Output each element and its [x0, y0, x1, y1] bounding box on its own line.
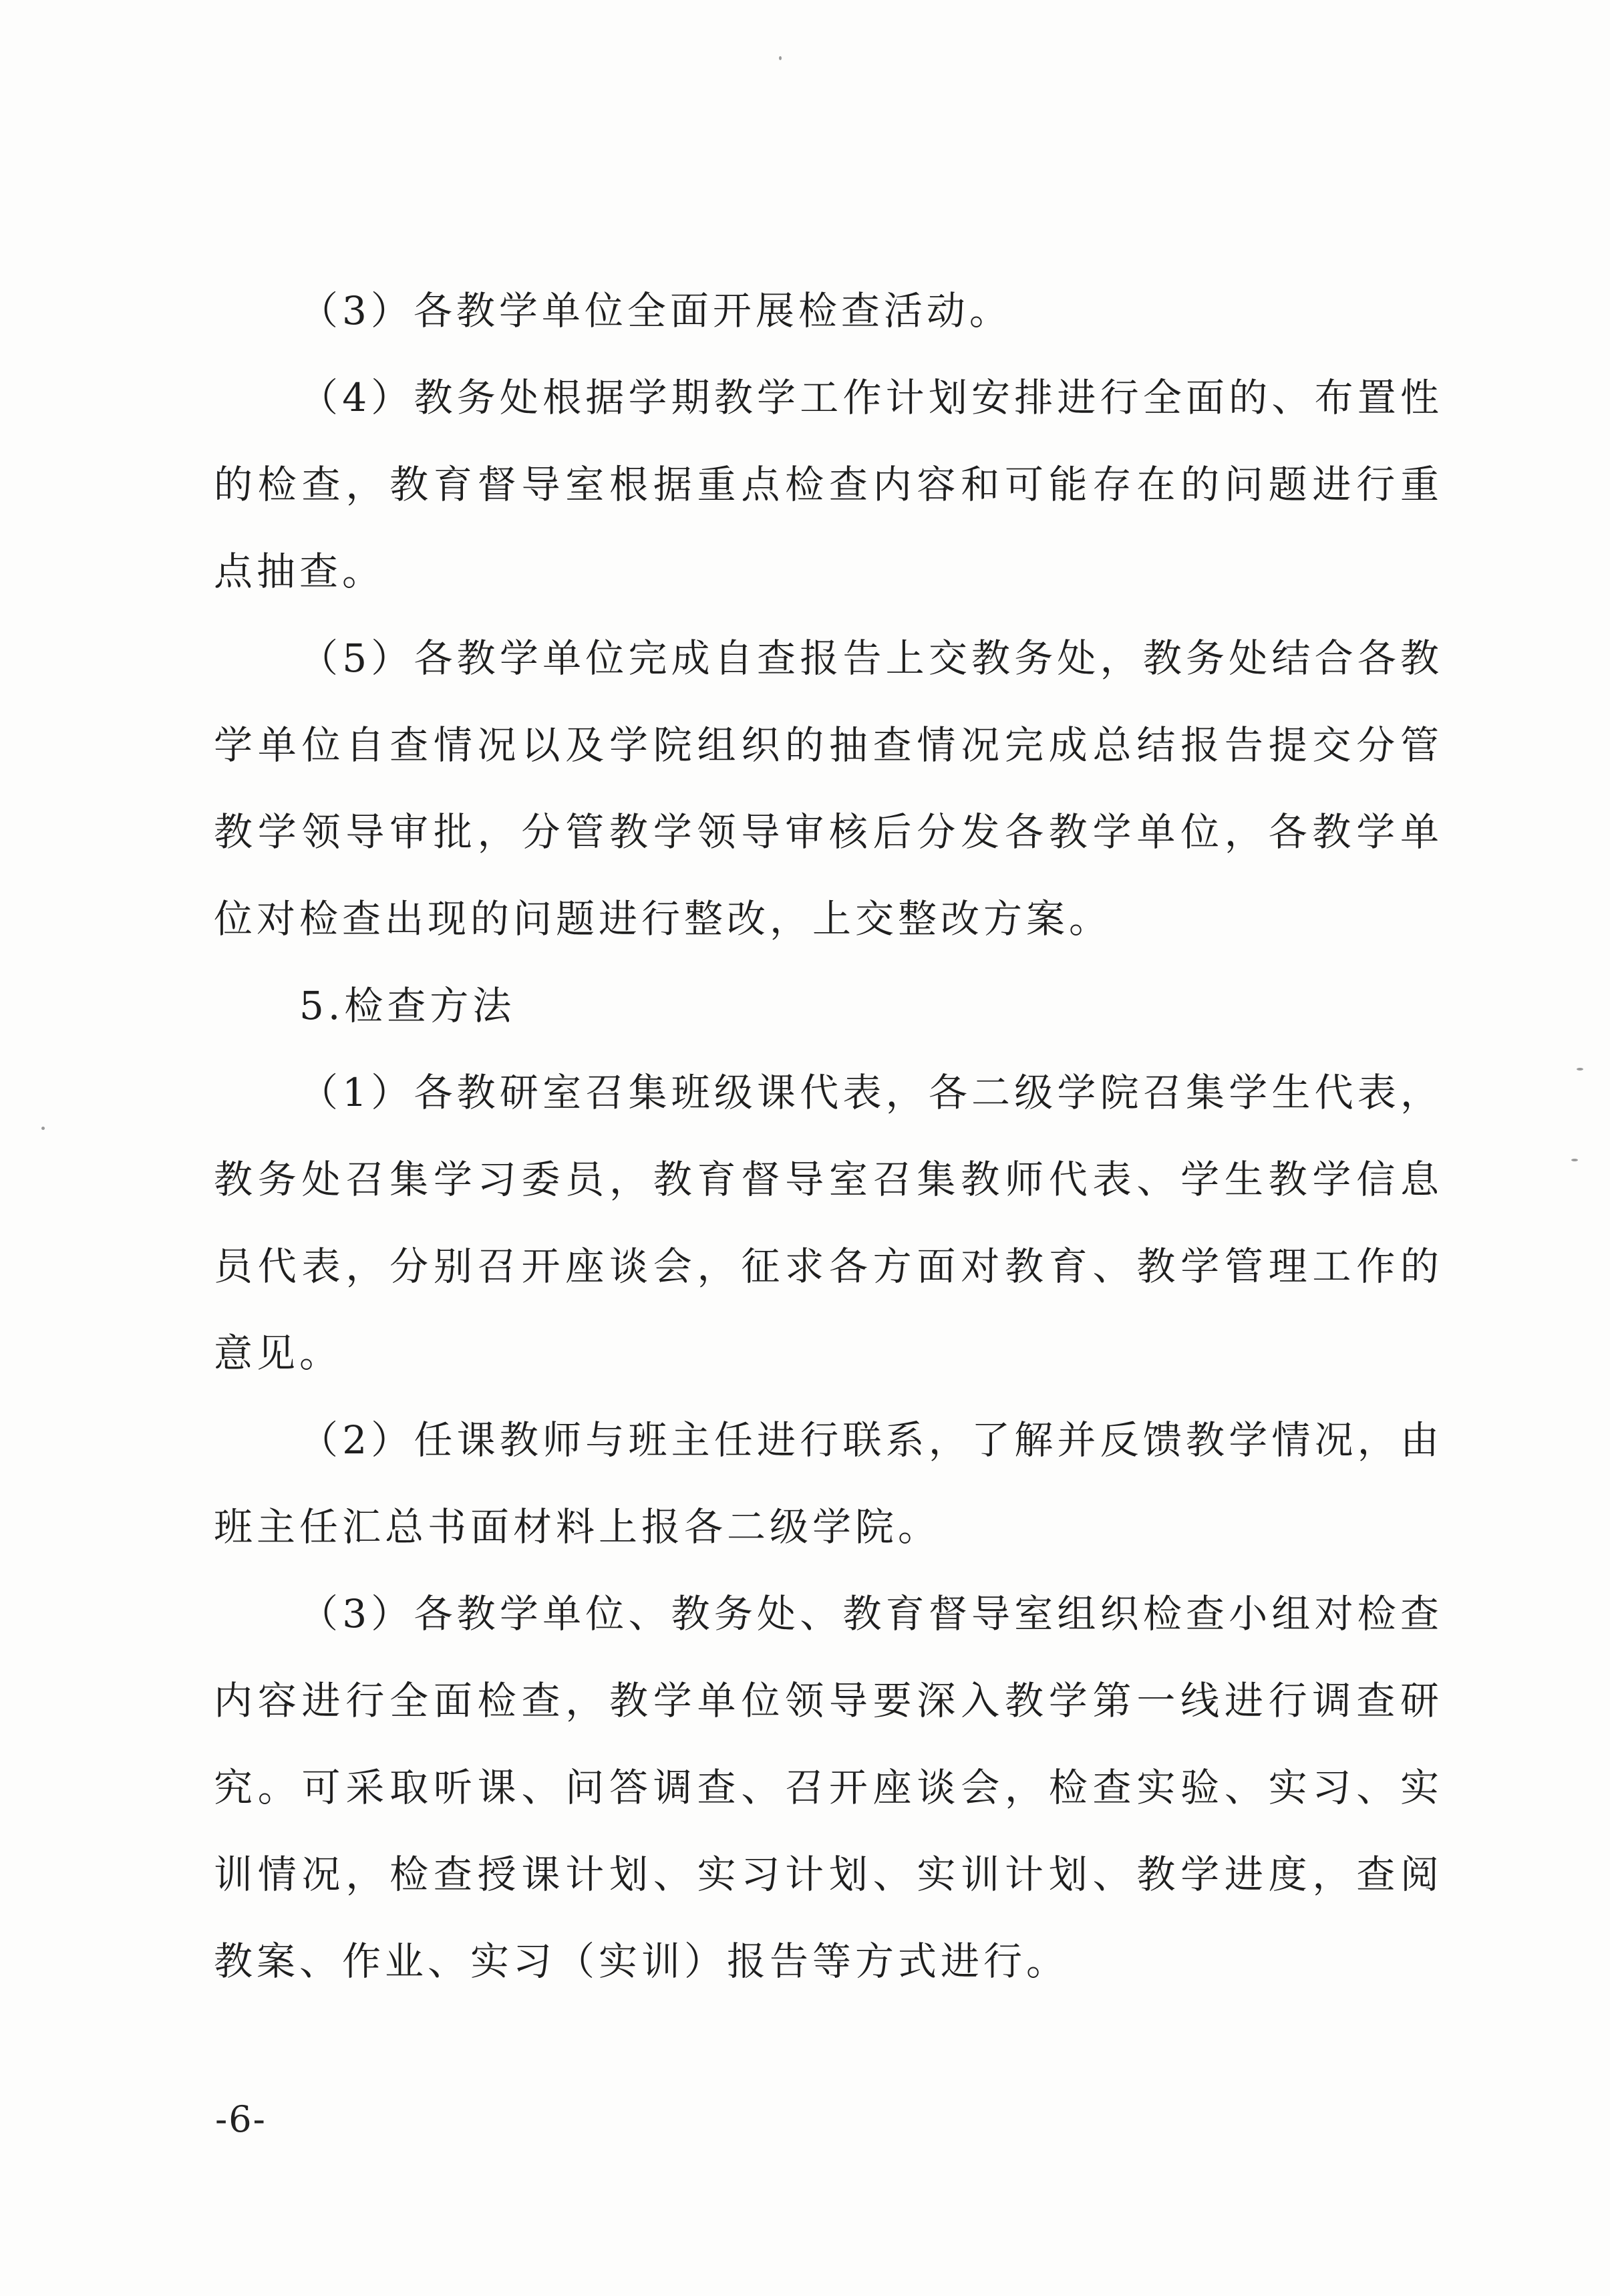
- scan-speck: [41, 1127, 45, 1130]
- method-paragraph-1: （1）各教研室召集班级课代表，各二级学院召集学生代表，教务处召集学习委员，教育督导室召集教师代表、学生教学信息员代表，分别召开座谈会，征求各方面对教育、教学管理工作的意见。: [214, 1070, 1443, 1376]
- scan-speck: [1571, 1159, 1578, 1161]
- method-paragraph-3: （3）各教学单位、教务处、教育督导室组织检查小组对检查内容进行全面检查，教学单位领导要深入教学第一线进行调查研究。可采取听课、问答调查、召开座谈会，检查实验、实习、实训情况，检查授课计划、实习计划、实训计划、教学进度，查阅教案、作业、实习（实训）报告等方式进行。: [214, 1591, 1443, 1984]
- method-paragraph-2: （2）任课教师与班主任进行联系，了解并反馈教学情况，由班主任汇总书面材料上报各二级学院。: [214, 1417, 1443, 1550]
- section-heading-inspection-method: 5.检查方法: [299, 983, 516, 1028]
- paragraph-4: （4）教务处根据学期教学工作计划安排进行全面的、布置性的检查，教育督导室根据重点检查内容和可能存在的问题进行重点抽查。: [214, 375, 1443, 594]
- scan-speck: [1577, 1068, 1583, 1070]
- page-number: -6-: [215, 2098, 267, 2140]
- paragraph-5: （5）各教学单位完成自查报告上交教务处，教务处结合各教学单位自查情况以及学院组织的抽查情况完成总结报告提交分管教学领导审批，分管教学领导审核后分发各教学单位，各教学单位对检查出现的问题进行整改，上交整改方案。: [214, 635, 1443, 942]
- document-body: [214, 267, 1443, 2005]
- scan-speck: [779, 56, 782, 60]
- paragraph-3: （3）各教学单位全面开展检查活动。: [299, 288, 1012, 333]
